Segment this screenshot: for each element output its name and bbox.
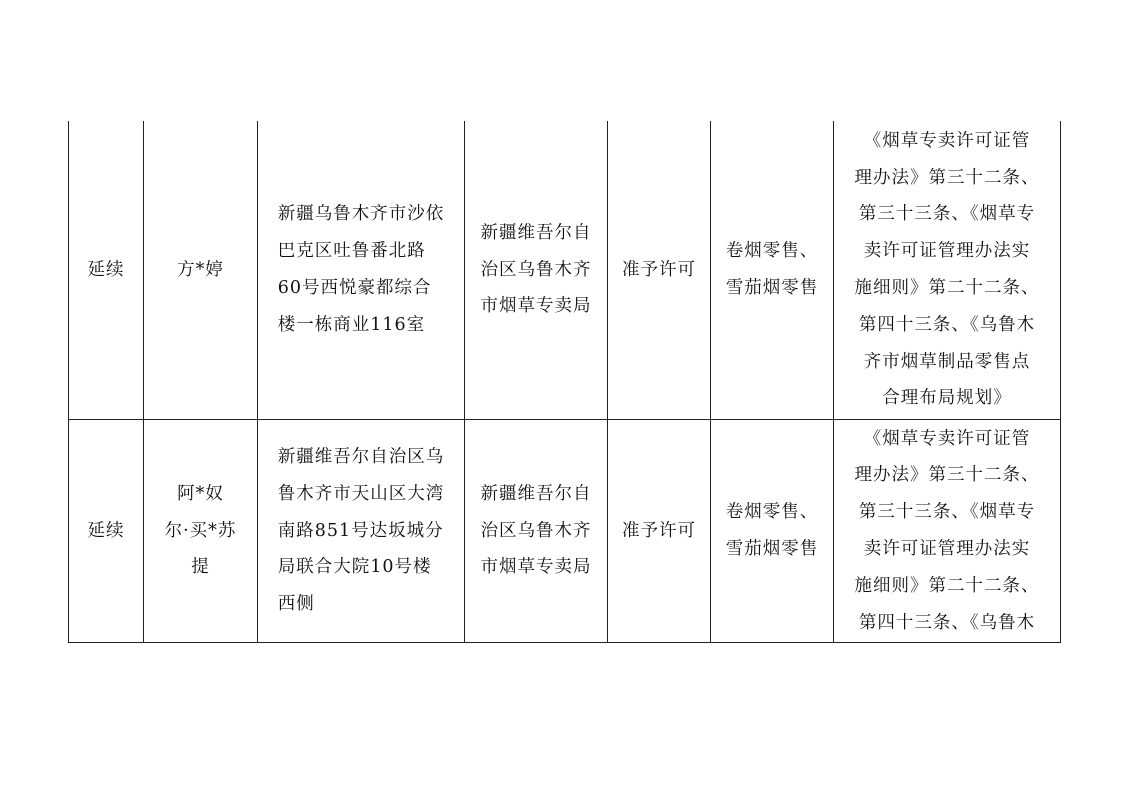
cell-text: 《烟草专卖许可证管 理办法》第三十二条、 第三十三条、《烟草专 卖许可证管理办法实 施细则》第二十二条、 第四十三条、《乌鲁木 齐市烟草制品零售点 合理布局规划》 [854,130,1040,409]
table-cell-name [144,420,257,642]
table-cell-decision [608,420,710,642]
table-cell-type [69,420,143,642]
cell-text: 新疆维吾尔自 治区乌鲁木齐 市烟草专卖局 [480,483,592,578]
table-cell-decision [608,121,710,419]
cell-text: 方*婷 [177,259,224,280]
table-cell-authority [465,121,607,419]
cell-text: 新疆乌鲁木齐市沙依 巴克区吐鲁番北路 60号西悦豪都综合 楼一栋商业116室 [277,204,445,335]
table-cell-scope [711,121,833,419]
cell-text: 新疆维吾尔自治区乌 鲁木齐市天山区大湾 南路851号达坂城分 局联合大院10号楼 西侧 [277,447,445,615]
table-cell-address [258,121,464,419]
table-cell-authority [465,420,607,642]
table-cell-address [258,420,464,642]
table-cell-basis [834,420,1060,642]
cell-text: 新疆维吾尔自 治区乌鲁木齐 市烟草专卖局 [480,222,592,317]
cell-text: 延续 [87,520,125,541]
cell-text: 卷烟零售、 雪茄烟零售 [725,241,819,298]
cell-text: 准予许可 [622,520,696,541]
cell-text: 延续 [87,259,125,280]
table-cell-name [144,121,257,419]
cell-text: 准予许可 [622,259,696,280]
cell-text: 阿*奴 尔·买*苏 提 [164,483,237,578]
table-cell-basis [834,121,1060,419]
table-cell-scope [711,420,833,642]
cell-text: 卷烟零售、 雪茄烟零售 [725,502,819,559]
cell-text: 《烟草专卖许可证管 理办法》第三十二条、 第三十三条、《烟草专 卖许可证管理办法实 施细则》第二十二条、 第四十三条、《乌鲁木 [854,428,1040,633]
table-cell-type [69,121,143,419]
table-bottom-border [68,642,1061,643]
table-right-border [1060,121,1061,643]
